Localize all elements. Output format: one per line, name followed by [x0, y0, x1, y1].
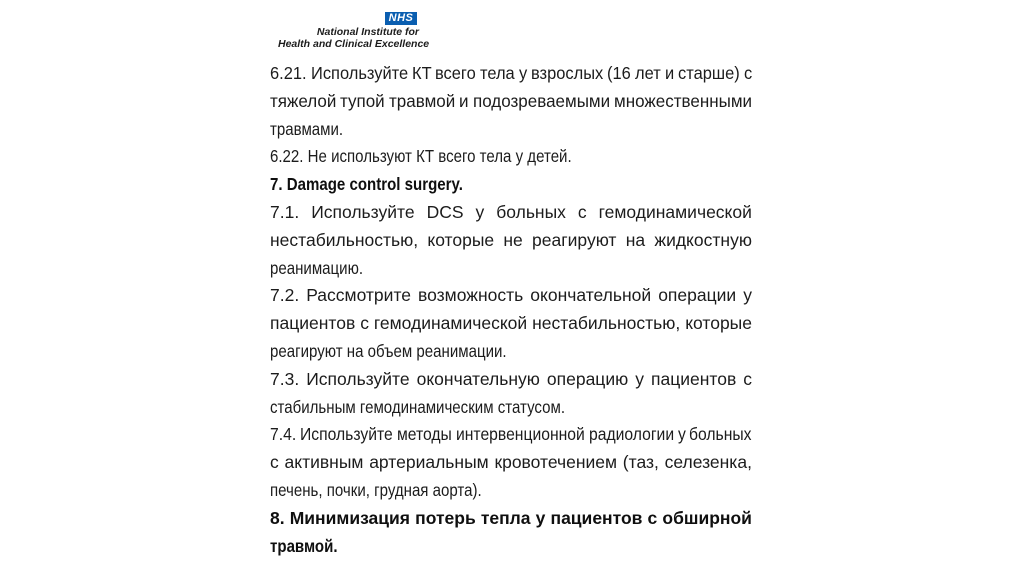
- text-line: [270, 449, 752, 477]
- word: у: [743, 285, 752, 306]
- word: 7.3.: [270, 368, 300, 389]
- word: взрослых: [531, 63, 604, 83]
- word: окончательной: [530, 285, 652, 306]
- word: Используйте: [306, 368, 410, 389]
- word: активным: [284, 452, 364, 473]
- word: Минимизация: [289, 507, 411, 528]
- word: Используйте: [311, 201, 415, 222]
- word: селезенка,: [664, 452, 752, 473]
- word: подозреваемыми: [472, 90, 610, 111]
- word: Используйте: [310, 63, 408, 83]
- word: пациентов: [270, 313, 356, 334]
- word: пациентов: [550, 507, 643, 528]
- text-line: [270, 116, 752, 144]
- word: множественными: [613, 90, 752, 111]
- section-heading-text: 7. Damage control surgery.: [270, 174, 463, 195]
- word: у: [475, 201, 485, 222]
- word: с: [577, 201, 587, 222]
- text-line: [270, 143, 752, 171]
- word: интервенционной: [455, 424, 585, 445]
- word: реагируют: [532, 229, 617, 250]
- word: радиологии: [588, 424, 674, 445]
- text-line: [270, 310, 752, 338]
- word: не: [503, 229, 523, 250]
- word: которые: [427, 229, 495, 250]
- word: обширной: [662, 507, 752, 528]
- word: артериальным: [369, 452, 489, 473]
- word: окончательную: [416, 368, 540, 389]
- word: у: [635, 368, 644, 389]
- text-line: [270, 255, 752, 283]
- text-line-content: стабильным гемодинамическим статусом.: [270, 396, 566, 417]
- word: кровотечением: [494, 452, 618, 473]
- text-line: [270, 282, 752, 310]
- text-line: [270, 338, 752, 366]
- word: потерь: [415, 507, 476, 528]
- word: с: [647, 507, 658, 528]
- word: на: [625, 229, 646, 250]
- word: тела: [480, 63, 515, 83]
- word: операцию: [546, 368, 629, 389]
- nhs-logo-badge: NHS: [385, 12, 417, 25]
- org-name-line1: National Institute for: [316, 26, 419, 38]
- word: 8.: [270, 507, 285, 528]
- word: операции: [658, 285, 737, 306]
- org-name-line2: Health and Clinical Excellence: [278, 38, 430, 50]
- word: КТ: [411, 63, 432, 83]
- word: 7.4.: [270, 424, 297, 445]
- word: больных: [689, 424, 752, 445]
- word: и: [459, 90, 469, 111]
- word: пациентов: [650, 368, 737, 389]
- text-line-content: реагируют на объем реанимации.: [270, 340, 507, 361]
- word: Используйте: [300, 424, 393, 445]
- text-line-content: 6.22. Не используют КТ всего тела у детей.: [270, 146, 572, 167]
- word: гемодинамической: [598, 201, 752, 222]
- word: с: [360, 313, 369, 334]
- word: и: [664, 63, 674, 83]
- word: Рассмотрите: [306, 285, 411, 306]
- word: (таз,: [622, 452, 659, 473]
- word: лет: [635, 63, 661, 83]
- word: нестабильностью,: [270, 229, 419, 250]
- section-heading: [270, 533, 752, 561]
- word: возможность: [418, 285, 524, 306]
- word: DCS: [426, 201, 464, 222]
- word: с: [270, 452, 279, 473]
- word: 7.1.: [270, 201, 300, 222]
- text-line-content: печень, почки, грудная аорта).: [270, 479, 482, 500]
- word: больных: [496, 201, 566, 222]
- nice-logo: [276, 12, 430, 52]
- text-line: [270, 394, 752, 422]
- text-line: [270, 421, 752, 449]
- word: гемодинамической: [373, 313, 528, 334]
- word: всего: [435, 63, 477, 83]
- word: у: [535, 507, 546, 528]
- word: тупой: [340, 90, 386, 111]
- section-heading-text: травмой.: [270, 535, 338, 556]
- word: нестабильностью,: [532, 313, 681, 334]
- text-line: [270, 227, 752, 255]
- text-line: [270, 88, 752, 116]
- word: с: [743, 368, 752, 389]
- word: травмой: [389, 90, 456, 111]
- word: у: [518, 63, 528, 83]
- document-body: [270, 60, 752, 560]
- section-heading: [270, 505, 752, 533]
- text-line-content: реанимацию.: [270, 257, 364, 278]
- word: которые: [685, 313, 752, 334]
- word: с: [743, 63, 752, 83]
- word: у: [677, 424, 686, 445]
- word: тепла: [480, 507, 531, 528]
- word: методы: [396, 424, 452, 445]
- word: старше): [677, 63, 740, 83]
- text-line: [270, 199, 752, 227]
- word: (16: [607, 63, 632, 83]
- text-line: [270, 477, 752, 505]
- word: тяжелой: [270, 90, 337, 111]
- text-line: [270, 60, 752, 88]
- text-line: [270, 366, 752, 394]
- word: жидкостную: [654, 229, 752, 250]
- word: 6.21.: [270, 63, 307, 83]
- word: 7.2.: [270, 285, 300, 306]
- section-heading: [270, 171, 752, 199]
- text-line-content: травмами.: [270, 118, 344, 139]
